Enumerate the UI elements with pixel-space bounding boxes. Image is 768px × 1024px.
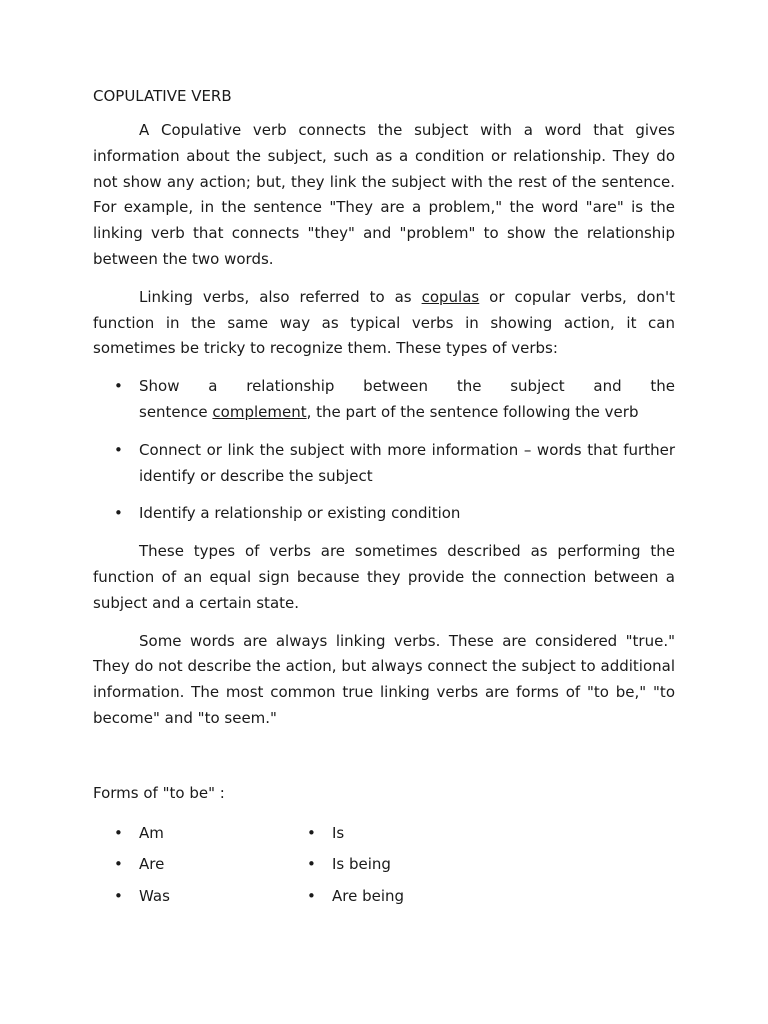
list-item <box>307 849 404 881</box>
list-item-text: Identify a relationship or existing condition <box>139 504 461 523</box>
verb-functions-list <box>93 374 675 527</box>
bullet-icon: • <box>114 504 123 523</box>
forms-list-left <box>93 818 307 913</box>
list-item-line <box>139 400 675 426</box>
bullet-icon: • <box>114 855 123 874</box>
forms-label: Forms of "to be" : <box>93 783 225 802</box>
list-item-text: Connect or link the subject with more information – words that further identify or describe the subject <box>139 440 675 485</box>
complement-link[interactable]: complement <box>212 402 307 421</box>
paragraph-true-linking: Some words are always linking verbs. These are considered "true." They do not describe the action, but always connect the subject to additional information. The most common true linking verbs are forms of "to be," "to become" and "to seem." <box>93 631 675 727</box>
list-item-text: Am <box>139 823 164 842</box>
list-item-text: Are <box>139 855 165 874</box>
list-item <box>93 438 675 490</box>
paragraph-linking-verbs <box>93 285 675 362</box>
document-page <box>93 86 675 912</box>
bullet-icon: • <box>114 886 123 905</box>
bullet-icon: • <box>114 440 123 459</box>
bullet-icon: • <box>307 823 316 842</box>
list-item <box>93 849 307 881</box>
list-item-text: Was <box>139 886 170 905</box>
bullet-icon: • <box>307 886 316 905</box>
paragraph-equal-sign: These types of verbs are sometimes described as performing the function of an equal sign because they provide the connection between a subject and a certain state. <box>93 542 675 612</box>
list-item <box>93 501 675 527</box>
forms-list-right <box>307 818 404 913</box>
bullet-icon: • <box>114 377 123 396</box>
list-item <box>93 881 307 913</box>
list-item-text: Is being <box>332 855 391 874</box>
list-item <box>307 818 404 850</box>
list-item <box>307 881 404 913</box>
list-item-text: sentence <box>139 402 213 421</box>
paragraph-text: or copular verbs, don't function in the same way as typical verbs in showing action, it can sometimes be tricky to recognize them. These types of verbs: <box>93 287 675 358</box>
bullet-icon: • <box>114 823 123 842</box>
list-item-text: Is <box>332 823 345 842</box>
paragraph-text: Linking verbs, also referred to as <box>139 287 422 306</box>
list-item-text: , the part of the sentence following the verb <box>306 402 639 421</box>
list-item-text: Are being <box>332 886 405 905</box>
paragraph-definition: A Copulative verb connects the subject with a word that gives information about the subject, such as a condition or relationship. They do not show any action; but, they link the subject with the rest of the sentence. For example, in the sentence "They are a problem," the word "are" is the linking verb that connects "they" and "problem" to show the relationship between the two words. <box>93 121 675 268</box>
list-item <box>93 374 675 426</box>
list-item-line: Show a relationship between the subject and the <box>139 377 675 396</box>
forms-columns <box>93 818 675 913</box>
bullet-icon: • <box>307 855 316 874</box>
copulas-link[interactable]: copulas <box>421 287 480 306</box>
list-item <box>93 818 307 850</box>
document-title: COPULATIVE VERB <box>93 87 232 105</box>
